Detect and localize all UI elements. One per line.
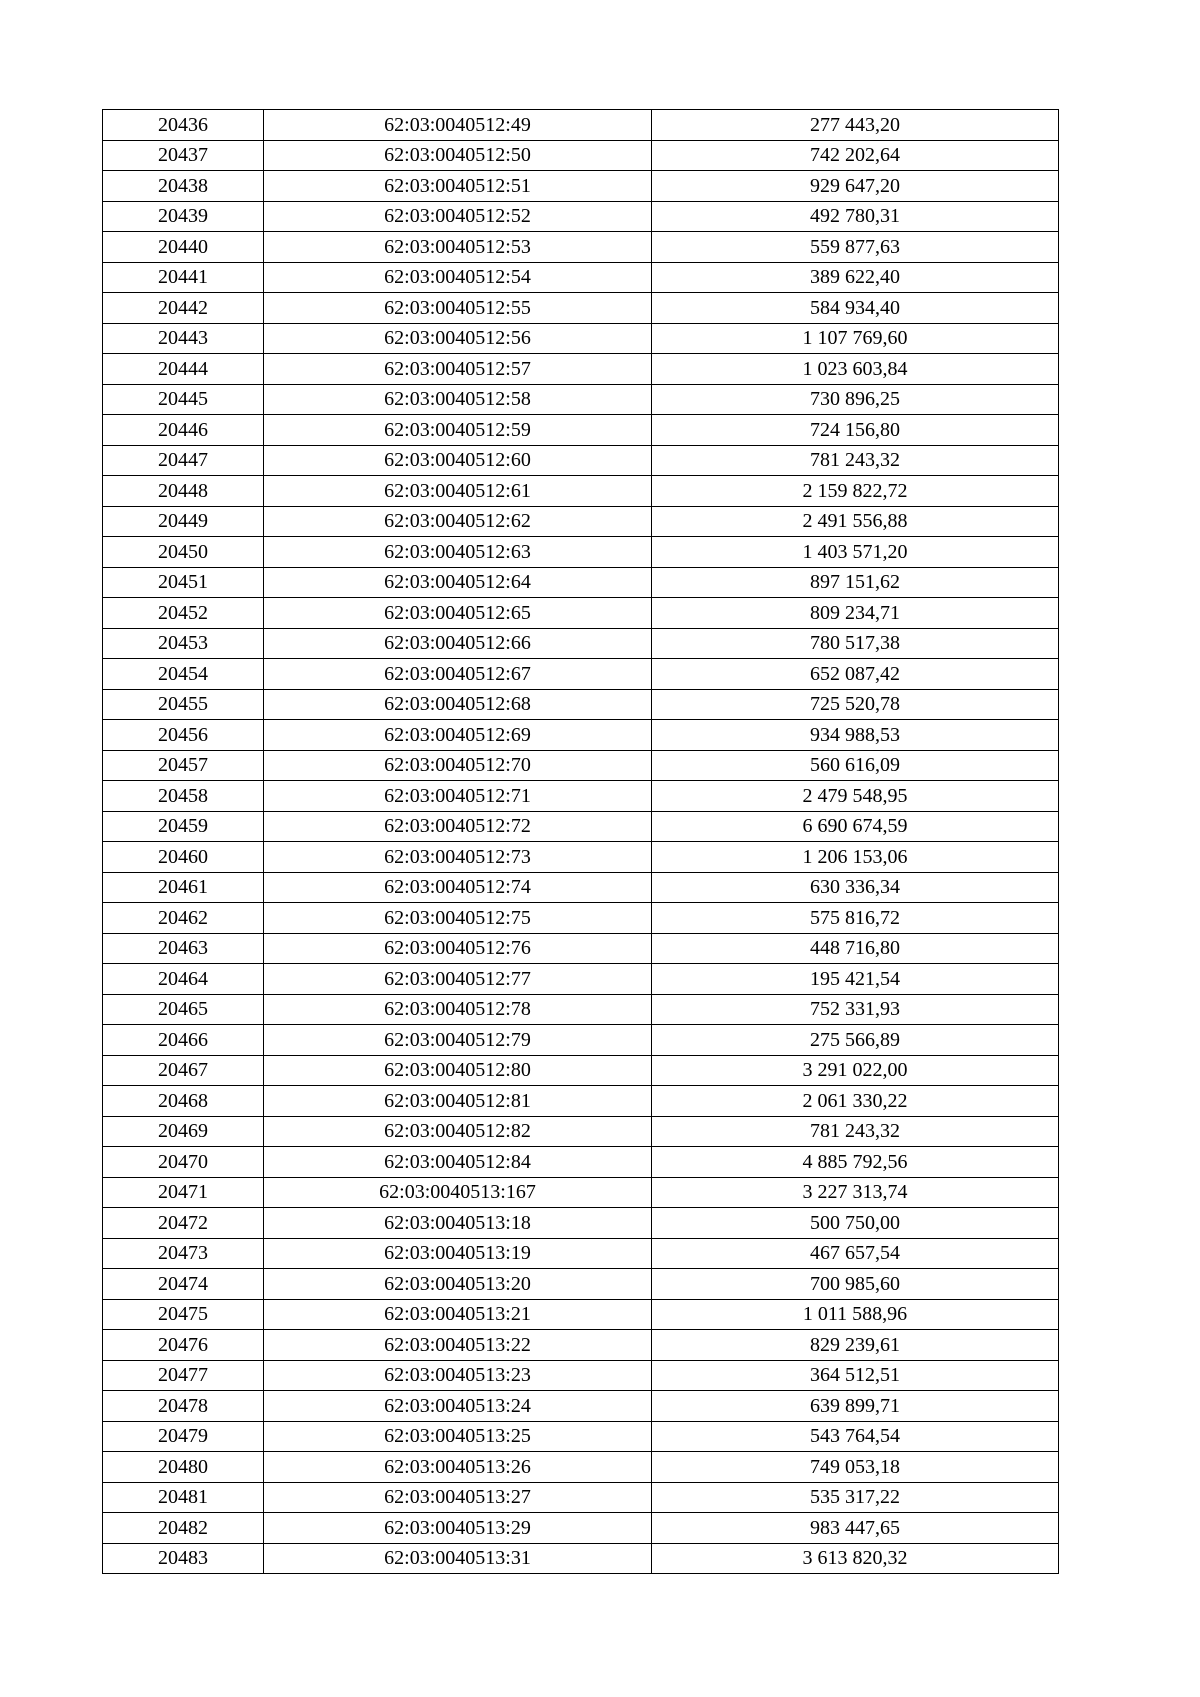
table-row: [103, 1452, 1059, 1483]
cadastral-value-cell: 700 985,60: [652, 1269, 1059, 1300]
cadastral-number-cell: 62:03:0040512:74: [264, 872, 652, 903]
cadastral-value-cell: 389 622,40: [652, 262, 1059, 293]
cadastral-number-cell: 62:03:0040512:50: [264, 140, 652, 171]
table-row: [103, 1116, 1059, 1147]
cadastral-number-cell: 62:03:0040513:29: [264, 1513, 652, 1544]
row-number-cell: 20465: [103, 994, 264, 1025]
table-row: [103, 110, 1059, 141]
cadastral-value-cell: 1 403 571,20: [652, 537, 1059, 568]
row-number-cell: 20449: [103, 506, 264, 537]
row-number-cell: 20458: [103, 781, 264, 812]
row-number-cell: 20447: [103, 445, 264, 476]
table-row: [103, 750, 1059, 781]
table-body: [103, 110, 1059, 1574]
row-number-cell: 20450: [103, 537, 264, 568]
row-number-cell: 20473: [103, 1238, 264, 1269]
cadastral-value-cell: 829 239,61: [652, 1330, 1059, 1361]
cadastral-value-cell: 742 202,64: [652, 140, 1059, 171]
row-number-cell: 20476: [103, 1330, 264, 1361]
table-row: [103, 659, 1059, 690]
row-number-cell: 20437: [103, 140, 264, 171]
cadastral-number-cell: 62:03:0040512:70: [264, 750, 652, 781]
table-row: [103, 293, 1059, 324]
cadastral-number-cell: 62:03:0040512:59: [264, 415, 652, 446]
row-number-cell: 20444: [103, 354, 264, 385]
row-number-cell: 20482: [103, 1513, 264, 1544]
cadastral-value-cell: 983 447,65: [652, 1513, 1059, 1544]
table-row: [103, 933, 1059, 964]
row-number-cell: 20461: [103, 872, 264, 903]
cadastral-value-cell: 780 517,38: [652, 628, 1059, 659]
row-number-cell: 20454: [103, 659, 264, 690]
table-row: [103, 1147, 1059, 1178]
row-number-cell: 20443: [103, 323, 264, 354]
cadastral-number-cell: 62:03:0040512:75: [264, 903, 652, 934]
cadastral-number-cell: 62:03:0040513:31: [264, 1543, 652, 1574]
table-row: [103, 964, 1059, 995]
cadastral-value-cell: 752 331,93: [652, 994, 1059, 1025]
table-row: [103, 1238, 1059, 1269]
row-number-cell: 20477: [103, 1360, 264, 1391]
row-number-cell: 20481: [103, 1482, 264, 1513]
cadastral-number-cell: 62:03:0040513:167: [264, 1177, 652, 1208]
cadastral-value-cell: 543 764,54: [652, 1421, 1059, 1452]
row-number-cell: 20452: [103, 598, 264, 629]
table-row: [103, 232, 1059, 263]
cadastral-value-cell: 781 243,32: [652, 1116, 1059, 1147]
cadastral-value-cell: 364 512,51: [652, 1360, 1059, 1391]
table-row: [103, 1177, 1059, 1208]
cadastral-value-cell: 4 885 792,56: [652, 1147, 1059, 1178]
table-row: [103, 720, 1059, 751]
cadastral-value-cell: 1 011 588,96: [652, 1299, 1059, 1330]
cadastral-value-cell: 575 816,72: [652, 903, 1059, 934]
cadastral-number-cell: 62:03:0040512:77: [264, 964, 652, 995]
cadastral-number-cell: 62:03:0040512:60: [264, 445, 652, 476]
row-number-cell: 20457: [103, 750, 264, 781]
table-row: [103, 1086, 1059, 1117]
row-number-cell: 20459: [103, 811, 264, 842]
cadastral-value-cell: 652 087,42: [652, 659, 1059, 690]
row-number-cell: 20483: [103, 1543, 264, 1574]
table-row: [103, 903, 1059, 934]
cadastral-number-cell: 62:03:0040512:81: [264, 1086, 652, 1117]
table-row: [103, 445, 1059, 476]
row-number-cell: 20467: [103, 1055, 264, 1086]
row-number-cell: 20480: [103, 1452, 264, 1483]
row-number-cell: 20453: [103, 628, 264, 659]
cadastral-value-cell: 724 156,80: [652, 415, 1059, 446]
cadastral-value-cell: 809 234,71: [652, 598, 1059, 629]
cadastral-number-cell: 62:03:0040512:66: [264, 628, 652, 659]
table-row: [103, 628, 1059, 659]
row-number-cell: 20451: [103, 567, 264, 598]
cadastral-number-cell: 62:03:0040512:69: [264, 720, 652, 751]
cadastral-number-cell: 62:03:0040512:84: [264, 1147, 652, 1178]
cadastral-number-cell: 62:03:0040512:80: [264, 1055, 652, 1086]
table-row: [103, 1299, 1059, 1330]
row-number-cell: 20441: [103, 262, 264, 293]
row-number-cell: 20462: [103, 903, 264, 934]
cadastral-number-cell: 62:03:0040512:61: [264, 476, 652, 507]
cadastral-number-cell: 62:03:0040513:19: [264, 1238, 652, 1269]
row-number-cell: 20474: [103, 1269, 264, 1300]
row-number-cell: 20455: [103, 689, 264, 720]
cadastral-value-cell: 492 780,31: [652, 201, 1059, 232]
cadastral-number-cell: 62:03:0040512:63: [264, 537, 652, 568]
cadastral-number-cell: 62:03:0040512:57: [264, 354, 652, 385]
table-row: [103, 1360, 1059, 1391]
table-row: [103, 506, 1059, 537]
cadastral-number-cell: 62:03:0040512:49: [264, 110, 652, 141]
table-row: [103, 994, 1059, 1025]
cadastral-value-cell: 725 520,78: [652, 689, 1059, 720]
cadastral-value-cell: 560 616,09: [652, 750, 1059, 781]
cadastral-number-cell: 62:03:0040512:56: [264, 323, 652, 354]
cadastral-value-cell: 2 061 330,22: [652, 1086, 1059, 1117]
cadastral-value-cell: 897 151,62: [652, 567, 1059, 598]
cadastral-value-cell: 730 896,25: [652, 384, 1059, 415]
cadastral-number-cell: 62:03:0040512:72: [264, 811, 652, 842]
cadastral-value-cell: 749 053,18: [652, 1452, 1059, 1483]
cadastral-number-cell: 62:03:0040513:21: [264, 1299, 652, 1330]
cadastral-number-cell: 62:03:0040512:68: [264, 689, 652, 720]
cadastral-value-cell: 584 934,40: [652, 293, 1059, 324]
table-row: [103, 201, 1059, 232]
cadastral-value-cell: 275 566,89: [652, 1025, 1059, 1056]
table-row: [103, 1421, 1059, 1452]
row-number-cell: 20466: [103, 1025, 264, 1056]
cadastral-number-cell: 62:03:0040512:67: [264, 659, 652, 690]
table-row: [103, 872, 1059, 903]
row-number-cell: 20442: [103, 293, 264, 324]
cadastral-number-cell: 62:03:0040512:54: [264, 262, 652, 293]
table-row: [103, 354, 1059, 385]
cadastral-number-cell: 62:03:0040513:25: [264, 1421, 652, 1452]
table-row: [103, 476, 1059, 507]
row-number-cell: 20446: [103, 415, 264, 446]
cadastral-value-cell: 500 750,00: [652, 1208, 1059, 1239]
row-number-cell: 20464: [103, 964, 264, 995]
cadastral-value-cell: 2 479 548,95: [652, 781, 1059, 812]
row-number-cell: 20438: [103, 171, 264, 202]
row-number-cell: 20456: [103, 720, 264, 751]
cadastral-number-cell: 62:03:0040512:62: [264, 506, 652, 537]
cadastral-value-cell: 448 716,80: [652, 933, 1059, 964]
cadastral-value-cell: 929 647,20: [652, 171, 1059, 202]
cadastral-number-cell: 62:03:0040513:26: [264, 1452, 652, 1483]
cadastral-number-cell: 62:03:0040512:64: [264, 567, 652, 598]
row-number-cell: 20472: [103, 1208, 264, 1239]
table-row: [103, 1543, 1059, 1574]
table-row: [103, 384, 1059, 415]
cadastral-value-cell: 2 159 822,72: [652, 476, 1059, 507]
row-number-cell: 20478: [103, 1391, 264, 1422]
cadastral-value-cell: 195 421,54: [652, 964, 1059, 995]
row-number-cell: 20439: [103, 201, 264, 232]
cadastral-number-cell: 62:03:0040512:53: [264, 232, 652, 263]
cadastral-value-cell: 639 899,71: [652, 1391, 1059, 1422]
row-number-cell: 20463: [103, 933, 264, 964]
table-row: [103, 1391, 1059, 1422]
row-number-cell: 20436: [103, 110, 264, 141]
cadastral-value-cell: 781 243,32: [652, 445, 1059, 476]
cadastral-number-cell: 62:03:0040512:82: [264, 1116, 652, 1147]
table-row: [103, 140, 1059, 171]
table-row: [103, 567, 1059, 598]
cadastral-value-cell: 277 443,20: [652, 110, 1059, 141]
cadastral-number-cell: 62:03:0040513:18: [264, 1208, 652, 1239]
row-number-cell: 20440: [103, 232, 264, 263]
cadastral-value-cell: 934 988,53: [652, 720, 1059, 751]
cadastral-value-cell: 1 206 153,06: [652, 842, 1059, 873]
cadastral-number-cell: 62:03:0040512:51: [264, 171, 652, 202]
table-row: [103, 1269, 1059, 1300]
table-row: [103, 171, 1059, 202]
table-row: [103, 323, 1059, 354]
cadastral-value-cell: 559 877,63: [652, 232, 1059, 263]
table-row: [103, 842, 1059, 873]
table-row: [103, 1208, 1059, 1239]
table-row: [103, 1513, 1059, 1544]
cadastral-value-cell: 2 491 556,88: [652, 506, 1059, 537]
cadastral-number-cell: 62:03:0040512:79: [264, 1025, 652, 1056]
row-number-cell: 20470: [103, 1147, 264, 1178]
row-number-cell: 20475: [103, 1299, 264, 1330]
cadastral-number-cell: 62:03:0040512:73: [264, 842, 652, 873]
cadastral-number-cell: 62:03:0040512:65: [264, 598, 652, 629]
cadastral-number-cell: 62:03:0040512:71: [264, 781, 652, 812]
row-number-cell: 20445: [103, 384, 264, 415]
row-number-cell: 20468: [103, 1086, 264, 1117]
table-row: [103, 1482, 1059, 1513]
table-row: [103, 415, 1059, 446]
table-row: [103, 1025, 1059, 1056]
cadastral-value-cell: 535 317,22: [652, 1482, 1059, 1513]
table-row: [103, 262, 1059, 293]
cadastral-number-cell: 62:03:0040512:58: [264, 384, 652, 415]
cadastral-value-cell: 6 690 674,59: [652, 811, 1059, 842]
cadastral-value-cell: 3 291 022,00: [652, 1055, 1059, 1086]
cadastral-value-cell: 3 227 313,74: [652, 1177, 1059, 1208]
row-number-cell: 20448: [103, 476, 264, 507]
table-row: [103, 781, 1059, 812]
cadastral-number-cell: 62:03:0040513:24: [264, 1391, 652, 1422]
cadastral-number-cell: 62:03:0040512:52: [264, 201, 652, 232]
row-number-cell: 20479: [103, 1421, 264, 1452]
row-number-cell: 20471: [103, 1177, 264, 1208]
cadastral-number-cell: 62:03:0040512:76: [264, 933, 652, 964]
cadastral-value-cell: 1 023 603,84: [652, 354, 1059, 385]
cadastral-value-cell: 630 336,34: [652, 872, 1059, 903]
cadastral-number-cell: 62:03:0040513:22: [264, 1330, 652, 1361]
cadastral-value-table: [102, 109, 1059, 1574]
cadastral-number-cell: 62:03:0040512:55: [264, 293, 652, 324]
table-row: [103, 689, 1059, 720]
cadastral-value-cell: 467 657,54: [652, 1238, 1059, 1269]
cadastral-value-cell: 1 107 769,60: [652, 323, 1059, 354]
cadastral-number-cell: 62:03:0040512:78: [264, 994, 652, 1025]
row-number-cell: 20460: [103, 842, 264, 873]
table-row: [103, 598, 1059, 629]
cadastral-value-cell: 3 613 820,32: [652, 1543, 1059, 1574]
cadastral-number-cell: 62:03:0040513:27: [264, 1482, 652, 1513]
cadastral-number-cell: 62:03:0040513:23: [264, 1360, 652, 1391]
table-row: [103, 1055, 1059, 1086]
cadastral-number-cell: 62:03:0040513:20: [264, 1269, 652, 1300]
table-row: [103, 811, 1059, 842]
row-number-cell: 20469: [103, 1116, 264, 1147]
table-row: [103, 537, 1059, 568]
table-row: [103, 1330, 1059, 1361]
